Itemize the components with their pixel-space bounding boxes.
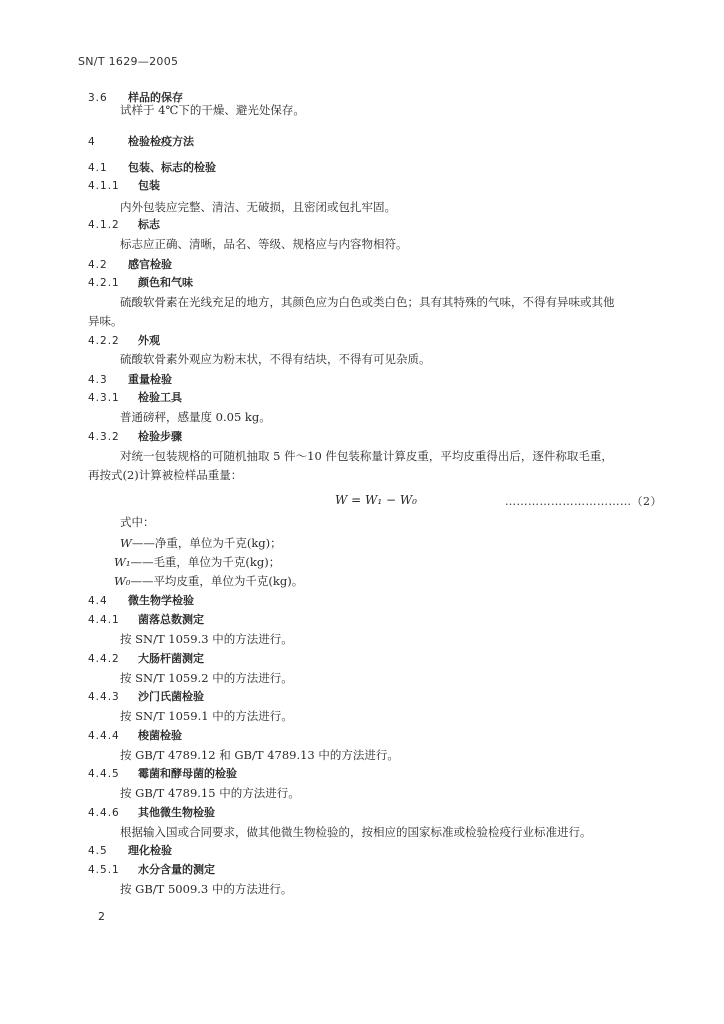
heading-text: 检验工具: [138, 391, 182, 404]
body-text-line: [120, 449, 613, 463]
section-heading: [88, 844, 172, 858]
paragraph-text: 式中：: [120, 515, 155, 529]
body-text-line: [120, 237, 408, 251]
heading-text: 大肠杆菌测定: [138, 652, 204, 665]
section-heading: [88, 430, 182, 444]
body-text-line: [120, 200, 396, 214]
section-heading: [88, 276, 193, 290]
body-text-line: [114, 555, 280, 569]
heading-text: 外观: [138, 334, 160, 347]
section-heading: [88, 613, 204, 627]
variable-symbol: W: [120, 536, 132, 550]
body-text-line: [114, 574, 303, 588]
paragraph-text: 异味。: [88, 314, 123, 328]
paragraph-text: 按 GB/T 4789.12 和 GB/T 4789.13 中的方法进行。: [120, 748, 399, 762]
heading-text: 感官检验: [128, 258, 172, 271]
formula-reference-number: ……………………………（2）: [505, 495, 662, 508]
section-number: 4.4.4: [88, 730, 120, 742]
section-number: 4.1.2: [88, 219, 120, 231]
paragraph-text: 对统一包装规格的可随机抽取 5 件～10 件包装称量计算皮重，平均皮重得出后，逐件称取毛重，: [120, 449, 613, 463]
section-number: 4.2.2: [88, 335, 120, 347]
body-text-line: [88, 468, 242, 482]
body-text-line: [120, 632, 293, 646]
weight-formula: W = W₁ − W₀: [335, 493, 417, 507]
heading-text: 菌落总数测定: [138, 613, 204, 626]
section-number: 4.1: [88, 162, 108, 174]
body-text-line: [120, 671, 293, 685]
body-text-line: [88, 314, 123, 328]
heading-text: 水分含量的测定: [138, 863, 215, 876]
section-heading: [88, 690, 204, 704]
heading-text: 微生物学检验: [128, 594, 194, 607]
section-number: 4.5.1: [88, 864, 120, 876]
section-heading: [88, 767, 237, 781]
section-heading: [88, 391, 182, 405]
standard-code-header: SN/T 1629—2005: [78, 55, 179, 68]
heading-text: 检验检疫方法: [128, 135, 194, 148]
paragraph-text: 按 GB/T 5009.3 中的方法进行。: [120, 882, 293, 896]
section-heading: [88, 179, 160, 193]
body-text-line: [120, 709, 293, 723]
heading-text: 霉菌和酵母菌的检验: [138, 767, 237, 780]
section-heading: [88, 334, 160, 348]
paragraph-text: 根据输入国或合同要求，做其他微生物检验的，按相应的国家标准或检验检疫行业标准进行。: [120, 825, 592, 839]
heading-text: 标志: [138, 218, 160, 231]
variable-symbol: W₁: [114, 555, 131, 569]
section-number: 4.3.2: [88, 431, 120, 443]
paragraph-text: 试样于 4℃下的干燥、避光处保存。: [120, 103, 305, 117]
paragraph-text: 标志应正确、清晰，品名、等级、规格应与内容物相符。: [120, 237, 408, 251]
paragraph-text: ——毛重，单位为千克(kg)；: [130, 555, 281, 569]
body-text-line: [120, 103, 305, 117]
section-number: 4.4.6: [88, 807, 120, 819]
heading-text: 理化检验: [128, 844, 172, 857]
heading-text: 颜色和气味: [138, 276, 193, 289]
heading-text: 包装、标志的检验: [128, 161, 216, 174]
section-number: 4: [88, 136, 96, 148]
section-heading: [88, 863, 215, 877]
section-number: 3.6: [88, 92, 108, 104]
paragraph-text: 再按式(2)计算被检样品重量：: [88, 468, 243, 482]
paragraph-text: ——净重，单位为千克(kg)；: [131, 536, 282, 550]
body-text-line: [120, 536, 282, 550]
variable-symbol: W₀: [114, 574, 131, 588]
section-number: 4.1.1: [88, 180, 120, 192]
body-text-line: [120, 295, 615, 309]
section-number: 4.4.3: [88, 691, 120, 703]
section-heading: [88, 729, 182, 743]
section-heading: [88, 218, 160, 232]
heading-text: 沙门氏菌检验: [138, 690, 204, 703]
paragraph-text: 按 SN/T 1059.1 中的方法进行。: [120, 709, 293, 723]
paragraph-text: 硫酸软骨素外观应为粉末状，不得有结块，不得有可见杂质。: [120, 352, 431, 366]
section-heading: [88, 594, 194, 608]
body-text-line: [120, 748, 399, 762]
paragraph-text: 普通磅秤，感量度 0.05 kg。: [120, 410, 271, 424]
body-text-line: [120, 882, 292, 896]
section-number: 4.2.1: [88, 277, 120, 289]
section-heading: [88, 258, 172, 272]
section-number: 4.4.2: [88, 653, 120, 665]
body-text-line: [120, 352, 431, 366]
heading-text: 样品的保存: [128, 91, 183, 104]
body-text-line: [120, 410, 271, 424]
paragraph-text: 按 SN/T 1059.2 中的方法进行。: [120, 671, 293, 685]
section-heading: [88, 652, 204, 666]
section-number: 4.4: [88, 595, 108, 607]
section-number: 4.4.5: [88, 768, 120, 780]
section-heading: [88, 373, 172, 387]
heading-text: 梭菌检验: [138, 729, 182, 742]
section-number: 4.2: [88, 259, 108, 271]
section-number: 4.5: [88, 845, 108, 857]
paragraph-text: 按 GB/T 4789.15 中的方法进行。: [120, 786, 300, 800]
body-text-line: [120, 515, 155, 529]
heading-text: 检验步骤: [138, 430, 182, 443]
body-text-line: [120, 786, 300, 800]
body-text-line: [120, 825, 592, 839]
section-number: 4.3.1: [88, 392, 120, 404]
heading-text: 包装: [138, 179, 160, 192]
heading-text: 其他微生物检验: [138, 806, 215, 819]
paragraph-text: 按 SN/T 1059.3 中的方法进行。: [120, 632, 293, 646]
section-number: 4.3: [88, 374, 108, 386]
section-heading: [88, 161, 216, 175]
page-number: 2: [98, 910, 105, 923]
paragraph-text: 硫酸软骨素在光线充足的地方，其颜色应为白色或类白色；具有其特殊的气味，不得有异味或其他: [120, 295, 615, 309]
section-heading: [88, 135, 194, 149]
heading-text: 重量检验: [128, 373, 172, 386]
paragraph-text: ——平均皮重，单位为千克(kg)。: [130, 574, 304, 588]
paragraph-text: 内外包装应完整、清洁、无破损，且密闭或包扎牢固。: [120, 200, 396, 214]
section-heading: [88, 806, 215, 820]
section-number: 4.4.1: [88, 614, 120, 626]
